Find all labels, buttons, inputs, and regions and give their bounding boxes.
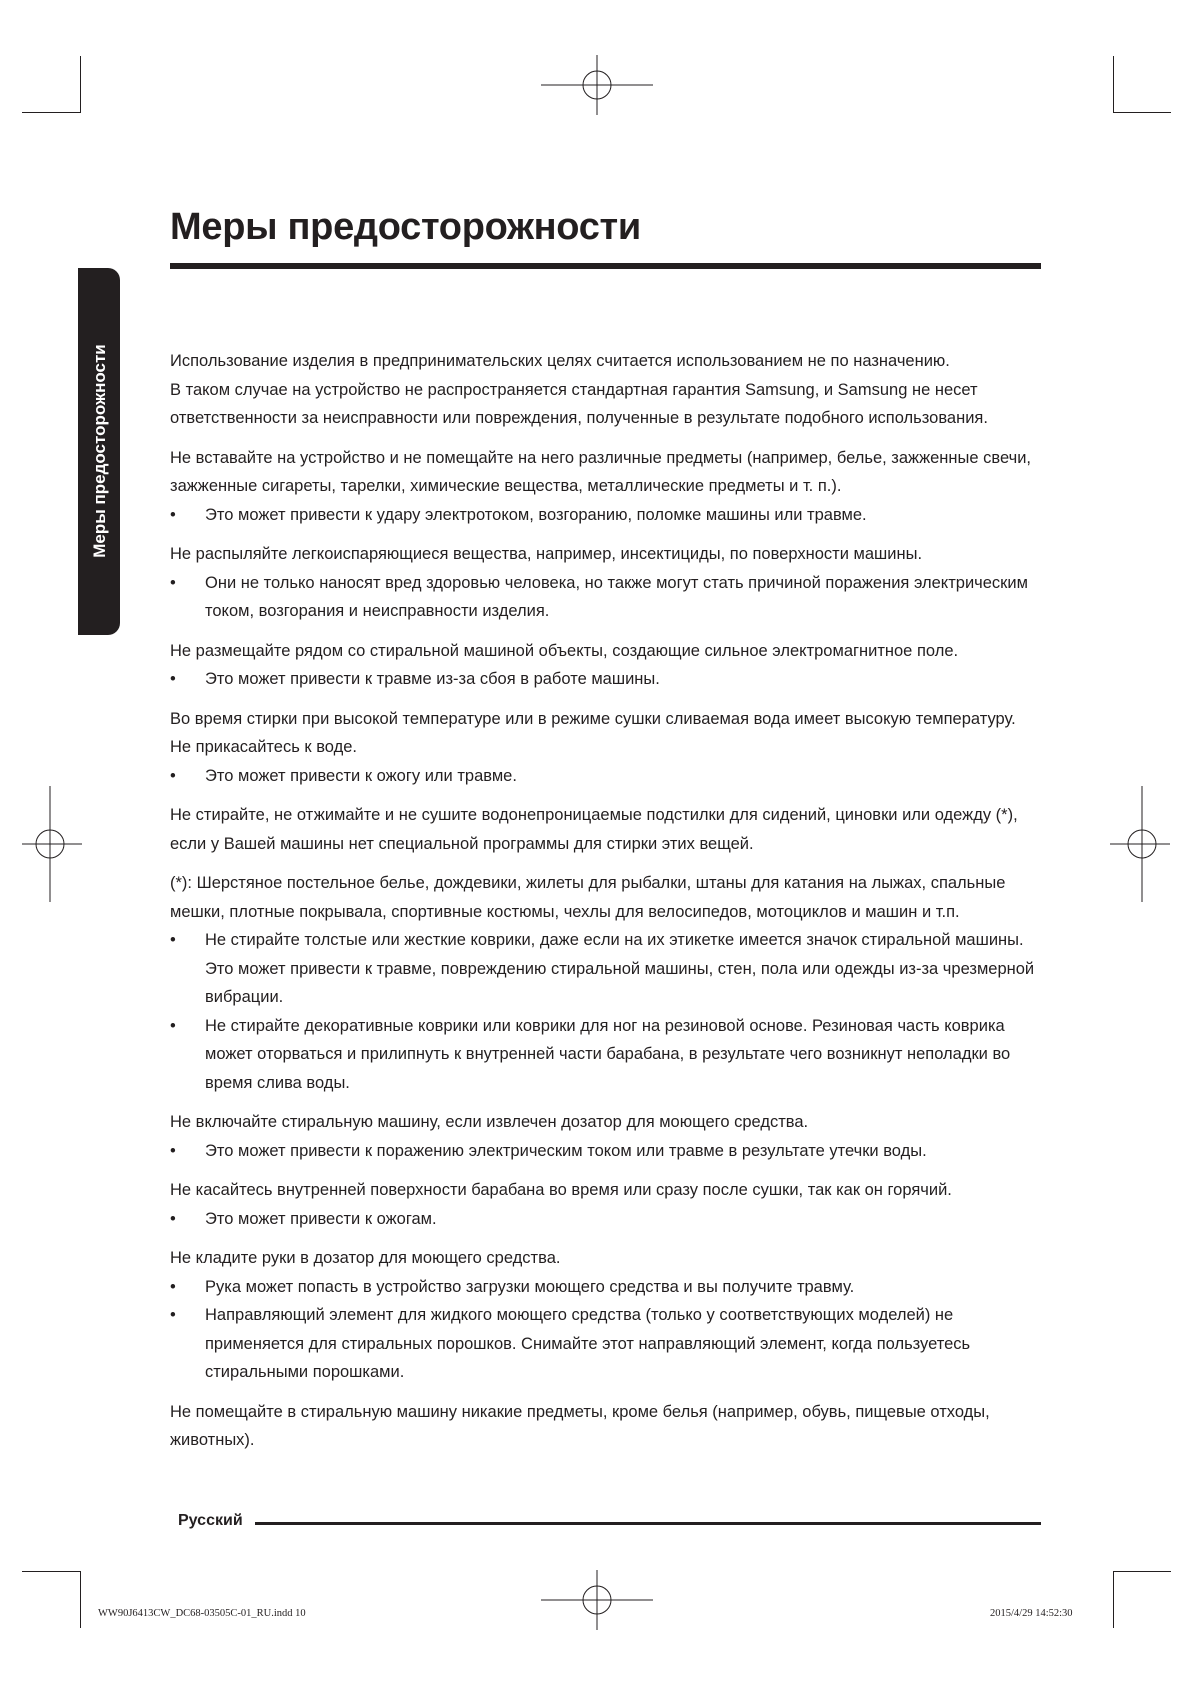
bullet-text: Направляющий элемент для жидкого моющего средства (только у соответствующих моделей) не применяется для стиральных порошков. Снимайте этот направляющий элемент, когда пользуетесь стиральными порошками. xyxy=(205,1306,971,1381)
bullet-text: Не стирайте декоративные коврики или коврики для ног на резиновой основе. Резиновая часть коврика может оторваться и прилипнуть к внутренней части барабана, в результате чего возникнут неполадки во время слива воды. xyxy=(205,1016,1011,1092)
precaution-text: Не касайтесь внутренней поверхности барабана во время или сразу после сушки, так как он горячий. xyxy=(170,1181,952,1199)
crop-mark xyxy=(1113,1571,1114,1628)
precaution-block xyxy=(170,1244,1050,1387)
precaution-text: Не включайте стиральную машину, если извлечен дозатор для моющего средства. xyxy=(170,1113,809,1131)
crop-mark xyxy=(22,1571,80,1572)
precaution-text: Не прикасайтесь к воде. xyxy=(170,738,357,756)
precaution-block xyxy=(170,347,1050,433)
print-slug-date: 2015/4/29 14:52:30 xyxy=(990,1608,1073,1619)
bullet-icon: • xyxy=(170,505,176,524)
precaution-block xyxy=(170,801,1050,858)
precaution-block xyxy=(170,1398,1050,1455)
precaution-text: Не распыляйте легкоиспаряющиеся вещества, например, инсектициды, по поверхности машины. xyxy=(170,545,923,563)
crop-mark xyxy=(1113,1571,1171,1572)
precaution-text: Использование изделия в предпринимательских целях считается использованием не по назначению. xyxy=(170,352,950,370)
precaution-block xyxy=(170,444,1050,530)
bullet-item xyxy=(170,1273,1050,1302)
precaution-block xyxy=(170,540,1050,626)
bullet-text: Это может привести к ожогу или травме. xyxy=(205,766,517,785)
bullet-icon: • xyxy=(170,1016,176,1035)
crop-mark xyxy=(1113,112,1171,113)
precaution-text: Не стирайте, не отжимайте и не сушите водонепроницаемые подстилки для сидений, циновки или одежду (*), если у Вашей машины нет специальной программы для стирки этих вещей. xyxy=(170,806,1018,853)
bullet-icon: • xyxy=(170,1306,176,1324)
crop-mark xyxy=(80,56,81,113)
bullet-text: Рука может попасть в устройство загрузки моющего средства и вы получите травму. xyxy=(205,1277,855,1296)
precaution-block xyxy=(170,869,1050,1097)
bullet-item xyxy=(170,1137,1050,1166)
precaution-text: (*): Шерстяное постельное белье, дождевики, жилеты для рыбалки, штаны для катания на лыжах, спальные мешки, плотные покрывала, спортивные костюмы, чехлы для велосипедов, мотоциклов и машин и т.п. xyxy=(170,874,1006,921)
page-title: Меры предосторожности xyxy=(170,206,641,248)
precaution-text: Не размещайте рядом со стиральной машиной объекты, создающие сильное электромагнитное поле. xyxy=(170,641,959,660)
bullet-icon: • xyxy=(170,1277,176,1296)
crop-mark xyxy=(80,1571,81,1628)
footer-rule xyxy=(255,1522,1041,1525)
print-slug-file: WW90J6413CW_DC68-03505C-01_RU.indd 10 xyxy=(98,1608,306,1619)
precaution-text: В таком случае на устройство не распространяется стандартная гарантия Samsung, и Samsung не несет ответственности за неисправности или повреждения, полученные в результате подобного использования. xyxy=(170,380,988,427)
registration-mark-left xyxy=(22,786,82,902)
registration-mark-bottom xyxy=(541,1570,653,1630)
bullet-item xyxy=(170,665,1050,694)
precaution-text: Не помещайте в стиральную машину никакие предметы, кроме белья (например, обувь, пищевые отходы, животных). xyxy=(170,1402,990,1449)
crop-mark xyxy=(1113,56,1114,113)
title-rule xyxy=(170,263,1041,269)
precaution-block xyxy=(170,1176,1050,1233)
bullet-icon: • xyxy=(170,931,176,949)
bullet-text: Это может привести к ожогам. xyxy=(205,1209,437,1228)
precaution-block xyxy=(170,637,1050,694)
bullet-item xyxy=(170,501,1050,530)
precaution-block xyxy=(170,705,1050,791)
bullet-text: Они не только наносят вред здоровью человека, но также могут стать причиной поражения электрическим током, возгорания и неисправности изделия. xyxy=(205,573,1028,620)
side-tab-label: Меры предосторожности xyxy=(90,344,109,558)
bullet-icon: • xyxy=(170,1141,176,1160)
bullet-item xyxy=(170,1012,1050,1098)
bullet-icon: • xyxy=(170,1209,176,1228)
bullet-icon: • xyxy=(170,766,176,785)
registration-mark-top xyxy=(541,55,653,115)
precaution-text: Не кладите руки в дозатор для моющего средства. xyxy=(170,1249,561,1267)
bullet-text: Это может привести к удару электротоком, возгоранию, поломке машины или травме. xyxy=(205,505,867,524)
footer-language: Русский xyxy=(178,1512,243,1529)
bullet-item xyxy=(170,1205,1050,1234)
precaution-text: Не вставайте на устройство и не помещайте на него различные предметы (например, белье, зажженные свечи, зажженные сигареты, тарелки, химические вещества, металлические предметы и т. п.). xyxy=(170,448,1031,495)
bullet-icon: • xyxy=(170,573,176,592)
bullet-item xyxy=(170,1301,1050,1387)
bullet-text: Не стирайте толстые или жесткие коврики, даже если на их этикетке имеется значок стиральной машины. Это может привести к травме, повреждению стиральной машины, стен, пола или одежды из-за чрезмерной вибрации. xyxy=(205,931,1035,1006)
bullet-icon: • xyxy=(170,670,176,688)
precaution-block xyxy=(170,1108,1050,1165)
bullet-item xyxy=(170,569,1050,626)
registration-mark-right xyxy=(1110,786,1170,902)
bullet-item xyxy=(170,926,1050,1012)
bullet-text: Это может привести к травме из-за сбоя в работе машины. xyxy=(205,670,660,688)
bullet-item xyxy=(170,762,1050,791)
precautions-content xyxy=(170,347,1050,1466)
bullet-text: Это может привести к поражению электрическим током или травме в результате утечки воды. xyxy=(205,1141,927,1160)
precaution-text: Во время стирки при высокой температуре или в режиме сушки сливаемая вода имеет высокую температуру. xyxy=(170,709,1016,728)
crop-mark xyxy=(22,112,80,113)
